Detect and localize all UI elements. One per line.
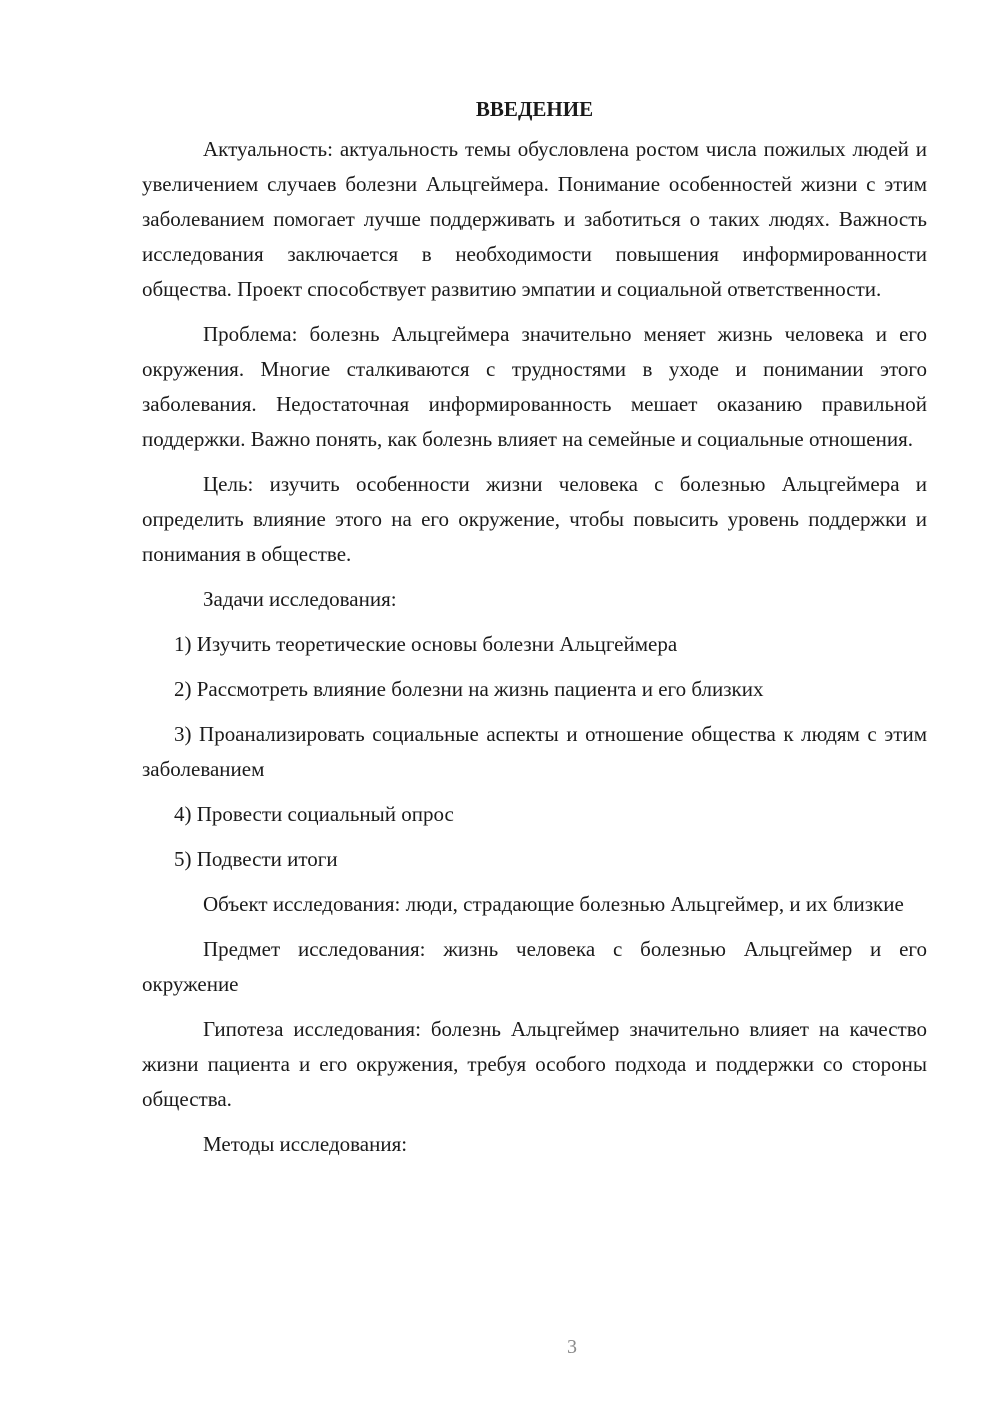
task-item-2: 2) Рассмотреть влияние болезни на жизнь пациента и его близких — [174, 677, 764, 701]
task-item-3: 3) Проанализировать социальные аспекты и отношение общества к людям с этим заболеванием — [142, 722, 927, 781]
paragraph-problem: Проблема: болезнь Альцгеймера значительно меняет жизнь человека и его окружения. Многие сталкиваются с трудностями в уходе и понимании этого заболевания. Недостаточная информированность мешает оказанию правильной поддержки. Важно понять, как болезнь влияет на семейные и социальные отношения. — [142, 322, 927, 451]
tasks-heading: Задачи исследования: — [203, 587, 397, 611]
page-number: 3 — [567, 1336, 577, 1358]
paragraph-object: Объект исследования: люди, страдающие болезнью Альцгеймер, и их близкие — [203, 892, 904, 916]
paragraph-subject: Предмет исследования: жизнь человека с болезнью Альцгеймер и его окружение — [142, 937, 927, 996]
paragraph-relevance: Актуальность: актуальность темы обусловлена ростом числа пожилых людей и увеличением случаев болезни Альцгеймера. Понимание особенностей жизни с этим заболеванием помогает лучше поддерживать и заботиться о таких людях. Важность исследования заключается в необходимости повышения информированности общества. Проект способствует развитию эмпатии и социальной ответственности. — [142, 137, 927, 301]
paragraph-goal: Цель: изучить особенности жизни человека с болезнью Альцгеймера и определить влияние этого на его окружение, чтобы повысить уровень поддержки и понимания в обществе. — [142, 472, 927, 566]
paragraph-hypothesis: Гипотеза исследования: болезнь Альцгеймер значительно влияет на качество жизни пациента и его окружения, требуя особого подхода и поддержки со стороны общества. — [142, 1017, 927, 1111]
task-item-1: 1) Изучить теоретические основы болезни Альцгеймера — [174, 632, 678, 656]
task-item-4: 4) Провести социальный опрос — [174, 802, 454, 826]
document-page — [142, 96, 927, 1172]
page-title: ВВЕДЕНИЕ — [475, 97, 594, 121]
methods-heading: Методы исследования: — [203, 1132, 408, 1156]
task-item-5: 5) Подвести итоги — [174, 847, 338, 871]
